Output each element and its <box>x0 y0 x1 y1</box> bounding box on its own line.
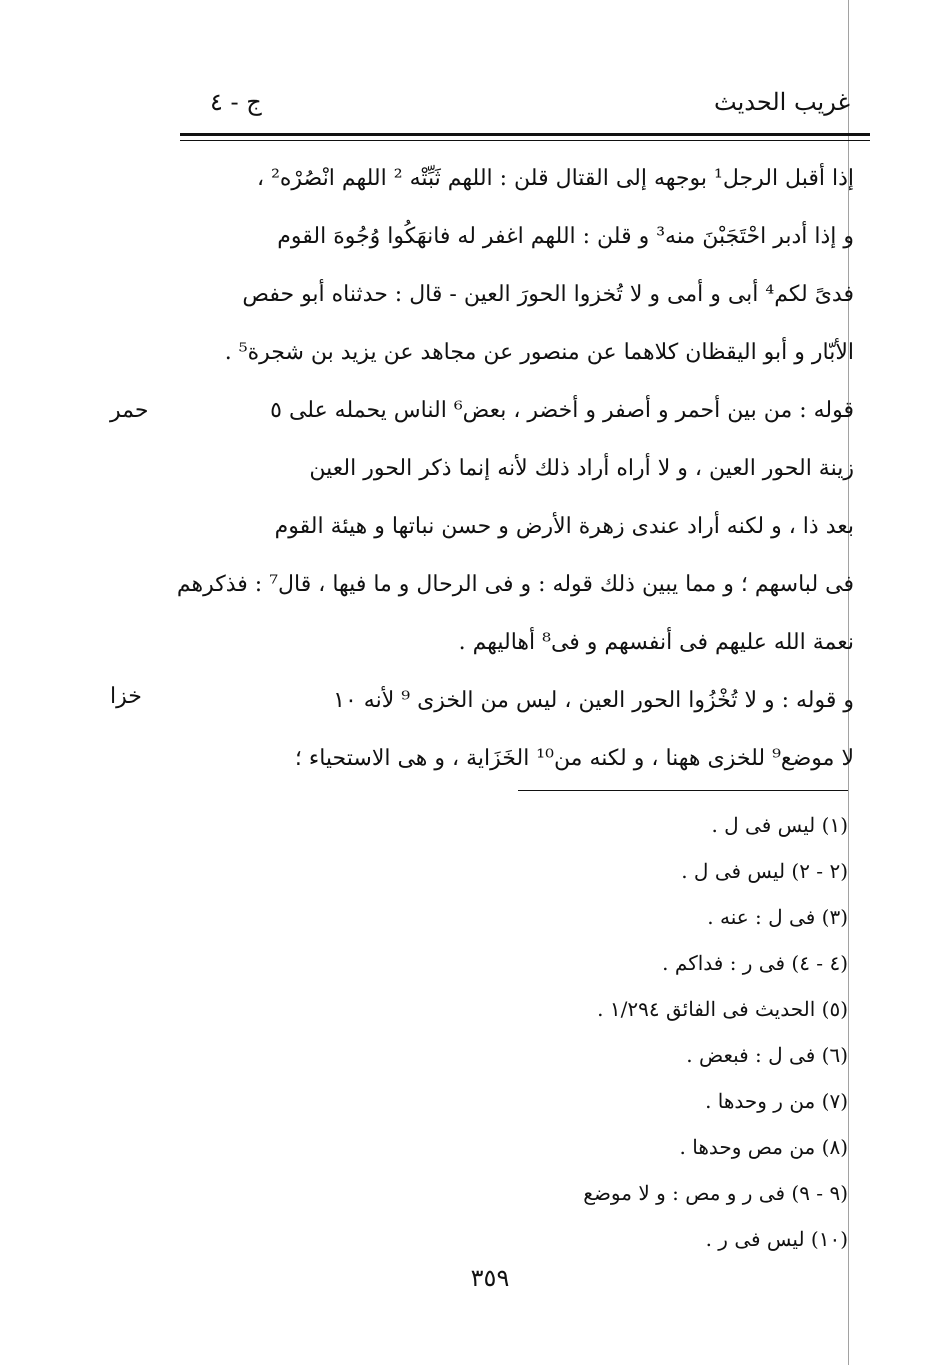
text-line: نعمة الله عليهم فى أنفسهم و فى⁸ أهاليهم . <box>458 630 854 655</box>
footnote: (٦) فى ل : فبعض . <box>686 1043 848 1067</box>
text-line: الأبّار و أبو اليقظان كلاهما عن منصور عن مجاهد عن يزيد بن شجرة⁵ . <box>224 340 854 365</box>
volume-label: ج - ٤ <box>210 88 262 116</box>
paragraph-1 <box>214 150 854 382</box>
footnote: (٤ - ٤) فى ر : فداكم . <box>662 951 848 975</box>
text-line: زينة الحور العين ، و لا أراه أراد ذلك لأنه إنما ذكر الحور العين <box>309 456 854 481</box>
footnote: (٣) فى ل : عنه . <box>707 905 848 929</box>
footnote: (١٠) ليس فى ر . <box>705 1227 848 1251</box>
header-rule-thick <box>180 133 870 136</box>
paragraph-2 <box>176 382 854 672</box>
text-line: فدىً لكم⁴ أبى و أمى و لا تُخزوا الحورَ العين - قال : حدثناه أبو حفص <box>242 282 854 307</box>
footnote: (٥) الحديث فى الفائق ١/٢٩٤ . <box>597 997 848 1021</box>
footnote: (٩ - ٩) فى ر و مص : و لا موضع <box>583 1181 848 1205</box>
running-title: غريب الحديث <box>714 88 850 116</box>
page-number: ٣٥٩ <box>470 1264 510 1292</box>
text-line: لا موضع⁹ للخزى ههنا ، و لكنه من¹⁰ الخَزَاية ، و هى الاستحياء ؛ <box>294 746 854 771</box>
header-rule-thin <box>180 140 870 141</box>
text-line: بعد ذا ، و لكنه أراد عندى زهرة الأرض و حسن نباتها و هيئة القوم <box>274 514 854 539</box>
text-line: فى لباسهم ؛ و مما يبين ذلك قوله : و فى الرحال و ما فيها ، قال⁷ : فذكرهم <box>176 572 854 597</box>
text-line: إذا أقبل الرجل¹ بوجهه إلى القتال قلن : اللهم ثَبِّتْه ² اللهم انْصُرْه² ، <box>256 166 854 191</box>
text-line: و إذا أدبر احْتَجَبْنَ منه³ و قلن : اللهم اغفر له فانهَكُوا وُجُوهَ القوم <box>277 224 854 249</box>
footnotes <box>428 802 848 1262</box>
running-header <box>200 88 860 128</box>
margin-note-khaza: خزا <box>110 684 142 709</box>
text-line: و قوله : و لا تُخْزُوا الحور العين ، ليس من الخزى ⁹ لأنه ١٠ <box>333 688 854 713</box>
text-line: قوله : من بين أحمر و أصفر و أخضر ، بعض⁶ الناس يحمله على ٥ <box>270 398 854 423</box>
footnote: (٨) من مص وحدها . <box>679 1135 848 1159</box>
footnote: (٧) من ر وحدها . <box>705 1089 848 1113</box>
margin-note-hamr: حمر <box>110 398 149 423</box>
footnote: (٢ - ٢) ليس فى ل . <box>681 859 848 883</box>
footnote: (١) ليس فى ل . <box>711 813 848 837</box>
footnote-separator <box>518 790 848 791</box>
paragraph-3 <box>214 672 854 788</box>
